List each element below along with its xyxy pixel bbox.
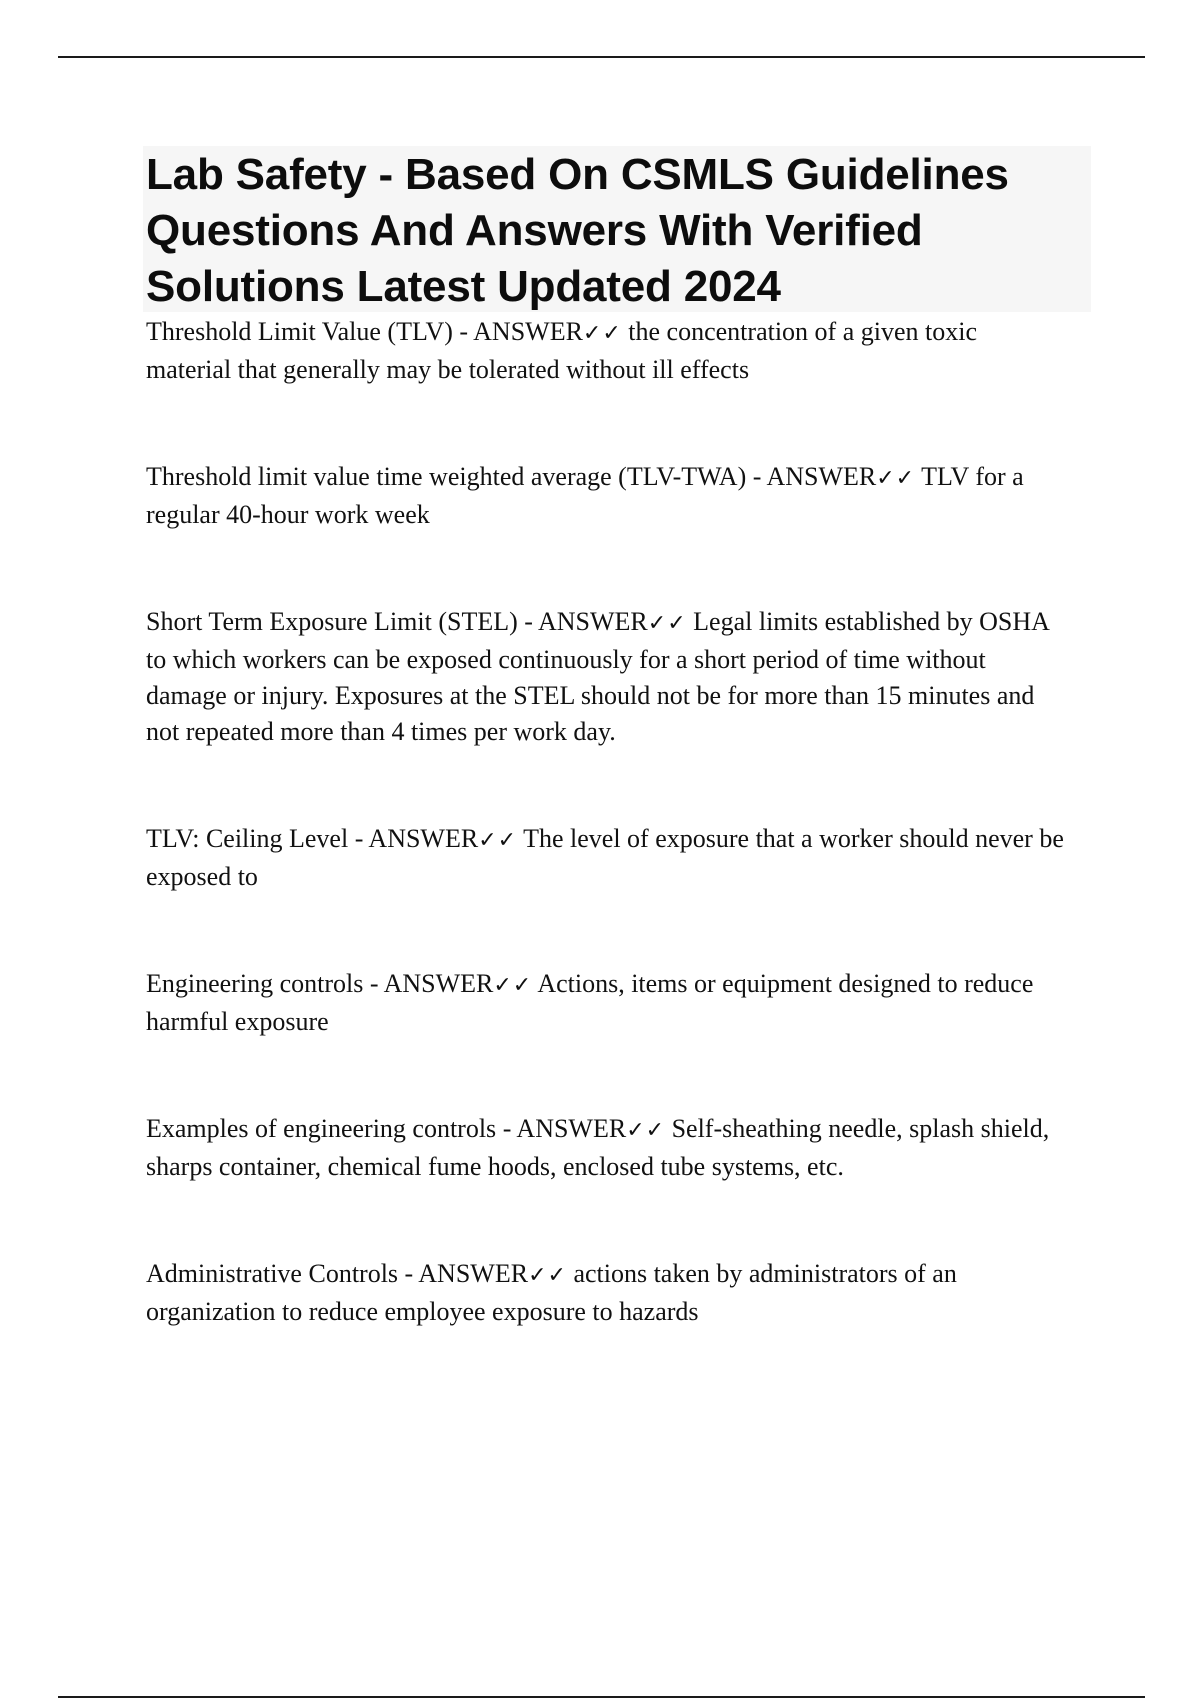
double-check-icon: ✓✓ xyxy=(528,1263,567,1288)
qa-definition: actions taken by administrators of an organization to reduce employee exposure to hazards xyxy=(146,1259,957,1326)
qa-separator: - xyxy=(452,317,474,346)
answer-label: ANSWER xyxy=(766,462,877,491)
qa-term: Administrative Controls xyxy=(146,1259,399,1288)
qa-separator: - xyxy=(348,824,369,853)
double-check-icon: ✓✓ xyxy=(493,973,533,998)
qa-separator: - xyxy=(398,1259,419,1288)
qa-term: Short Term Exposure Limit (STEL) xyxy=(146,607,518,636)
qa-item xyxy=(146,1111,1066,1185)
qa-item xyxy=(146,821,1066,895)
qa-item xyxy=(146,1256,1066,1330)
double-check-icon: ✓✓ xyxy=(647,611,687,636)
qa-definition: Legal limits established by OSHA to which workers can be exposed continuously for a short period of time without damage or injury. Exposures at the STEL should not be for more than 15 minutes and not repeated more than 4 times per work day. xyxy=(146,607,1049,746)
qa-item xyxy=(146,966,1066,1040)
document-title: Lab Safety - Based On CSMLS Guidelines Questions And Answers With Verified Solutions Latest Updated 2024 xyxy=(146,150,1009,311)
double-check-icon: ✓✓ xyxy=(582,321,622,346)
double-check-icon: ✓✓ xyxy=(876,466,916,491)
top-divider xyxy=(58,56,1145,58)
answer-label: ANSWER xyxy=(473,317,583,346)
qa-term: TLV: Ceiling Level xyxy=(146,824,349,853)
qa-separator: - xyxy=(496,1114,517,1143)
qa-item xyxy=(146,314,1066,388)
qa-item xyxy=(146,604,1066,750)
double-check-icon: ✓✓ xyxy=(478,828,518,853)
qa-term: Threshold Limit Value (TLV) xyxy=(146,317,453,346)
qa-definition: The level of exposure that a worker should never be exposed to xyxy=(146,824,1064,891)
qa-definition: Actions, items or equipment designed to reduce harmful exposure xyxy=(146,969,1034,1036)
qa-definition: Self-sheathing needle, splash shield, sharps container, chemical fume hoods, enclosed tube systems, etc. xyxy=(146,1114,1050,1181)
answer-label: ANSWER xyxy=(516,1114,627,1143)
qa-list xyxy=(146,314,1066,1401)
answer-label: ANSWER xyxy=(538,607,648,636)
qa-separator: - xyxy=(517,607,538,636)
qa-term: Threshold limit value time weighted average (TLV-TWA) xyxy=(146,462,747,491)
qa-definition: the concentration of a given toxic material that generally may be tolerated without ill effects xyxy=(146,317,977,384)
qa-separator: - xyxy=(746,462,767,491)
bottom-divider xyxy=(58,1696,1145,1698)
answer-label: ANSWER xyxy=(368,824,479,853)
answer-label: ANSWER xyxy=(418,1259,529,1288)
answer-label: ANSWER xyxy=(383,969,494,998)
qa-separator: - xyxy=(363,969,384,998)
qa-definition: TLV for a regular 40-hour work week xyxy=(146,462,1024,529)
qa-item xyxy=(146,459,1066,533)
qa-term: Engineering controls xyxy=(146,969,364,998)
double-check-icon: ✓✓ xyxy=(626,1118,666,1143)
qa-term: Examples of engineering controls xyxy=(146,1114,497,1143)
